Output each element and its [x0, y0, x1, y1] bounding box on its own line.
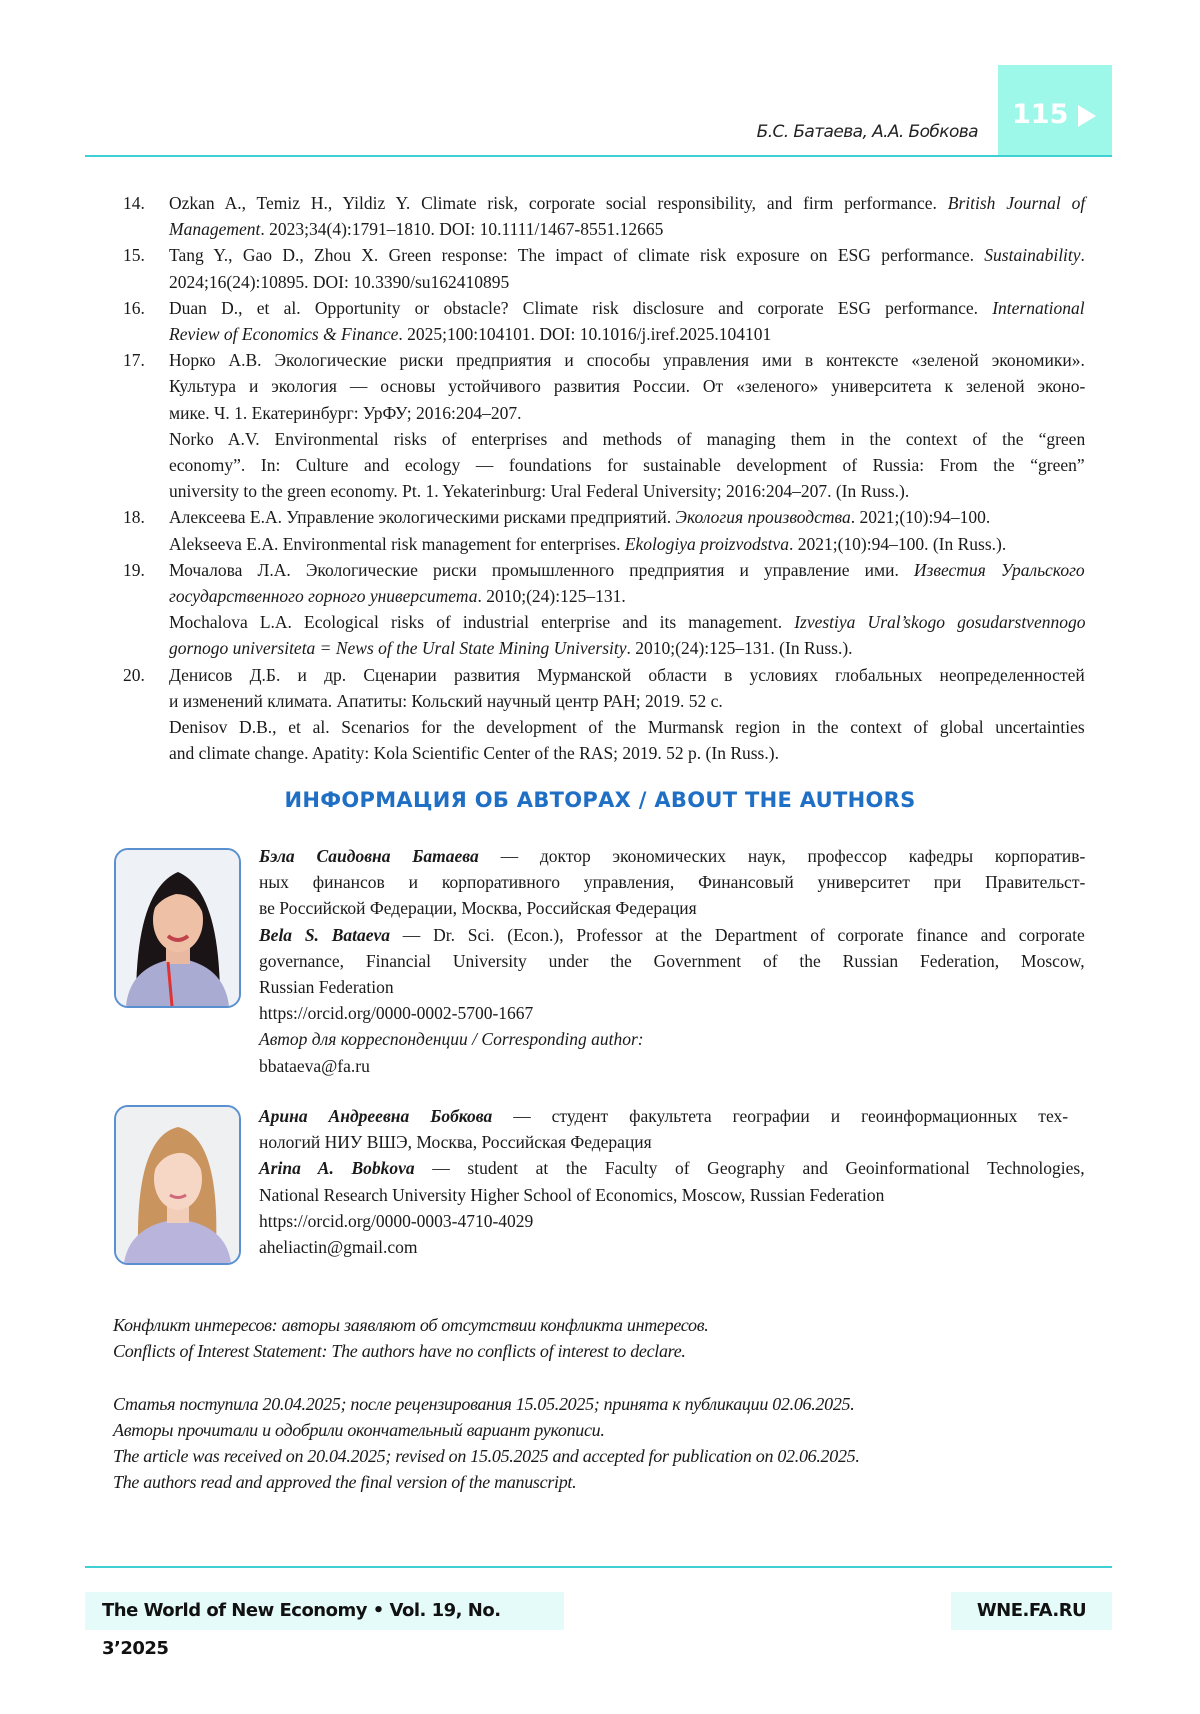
reference-number: 15. — [123, 242, 145, 268]
text-segment: . 2010;(24):125–131. (In Russ.). — [627, 638, 853, 658]
text-segment: Мочалова Л.А. Экологические риски промышленного предприятия и управление ими. — [169, 560, 914, 580]
text-segment: economy”. In: Culture and ecology — foundations for sustainable development of Russia: From the “green” — [169, 455, 1085, 475]
emphasis-text: государственного горного университета — [169, 586, 477, 606]
text-line — [169, 531, 1006, 557]
text-line — [259, 1155, 1085, 1181]
reference-number: 17. — [123, 347, 145, 373]
emphasis-text: Арина Андреевна Бобкова — [259, 1106, 492, 1126]
emphasis-text: Автор для корреспонденции / Corresponding author: — [259, 1029, 644, 1049]
emphasis-text: Izvestiya Ural’skogo gosudarstvennogo — [794, 612, 1085, 632]
text-segment: ве Российской Федерации, Москва, Российская Федерация — [259, 898, 697, 918]
text-segment: — student at the Faculty of Geography and Geoinformational Technologies, — [415, 1158, 1085, 1178]
text-line — [169, 635, 853, 661]
text-line — [259, 1182, 884, 1208]
text-segment: Tang Y., Gao D., Zhou X. Green response: The impact of climate risk exposure on ESG performance. — [169, 245, 984, 265]
text-line — [259, 1026, 644, 1052]
text-line — [259, 1129, 652, 1155]
dates-en: The article was received on 20.04.2025; revised on 15.05.2025 and accepted for publication on 02.06.2025. — [113, 1443, 860, 1469]
header-divider — [85, 155, 1112, 157]
contact-link[interactable]: https://orcid.org/0000-0002-5700-1667 — [259, 1003, 533, 1023]
authors-heading: ИНФОРМАЦИЯ ОБ АВТОРАХ / ABOUT THE AUTHORS — [0, 788, 1200, 812]
contact-link[interactable]: https://orcid.org/0000-0003-4710-4029 — [259, 1211, 533, 1231]
reference-number: 16. — [123, 295, 145, 321]
text-line — [169, 478, 909, 504]
text-segment: — Dr. Sci. (Econ.), Professor at the Department of corporate finance and corporate — [390, 925, 1085, 945]
emphasis-text: British Journal of — [948, 193, 1085, 213]
text-line — [169, 347, 1085, 373]
emphasis-text: gornogo universiteta = News of the Ural State Mining University — [169, 638, 627, 658]
next-arrow-icon — [1078, 105, 1096, 127]
text-line — [169, 321, 771, 347]
text-line — [259, 1000, 533, 1026]
text-line — [169, 190, 1085, 216]
conflict-statement-ru: Конфликт интересов: авторы заявляют об отсутствии конфликта интересов. — [113, 1312, 708, 1338]
contact-link[interactable]: aheliactin@gmail.com — [259, 1237, 418, 1257]
text-line — [169, 714, 1085, 740]
text-segment: governance, Financial University under the Government of the Russian Federation, Moscow, — [259, 951, 1085, 971]
text-line — [169, 662, 1085, 688]
text-segment: Norko A.V. Environmental risks of enterprises and methods of managing them in the context of the “green — [169, 429, 1085, 449]
text-line — [169, 295, 1085, 321]
page-number-box — [998, 65, 1112, 156]
text-line — [169, 242, 1085, 268]
emphasis-text: Management — [169, 219, 260, 239]
text-segment: . 2021;(10):94–100. — [851, 507, 991, 527]
contact-link[interactable]: bbataeva@fa.ru — [259, 1056, 370, 1076]
text-segment: Russian Federation — [259, 977, 394, 997]
text-segment: Алексеева Е.А. Управление экологическими рисками предприятий. — [169, 507, 676, 527]
text-line — [169, 269, 509, 295]
text-line — [259, 922, 1085, 948]
author-photo-bataeva — [114, 848, 241, 1008]
text-segment: — студент факультета географии и геоинформационных тех- — [492, 1106, 1068, 1126]
text-segment: и изменений климата. Апатиты: Кольский научный центр РАН; 2019. 52 с. — [169, 691, 723, 711]
running-head-authors: Б.С. Батаева, А.А. Бобкова — [757, 122, 978, 142]
text-line — [259, 1053, 370, 1079]
text-segment: нологий НИУ ВШЭ, Москва, Российская Федерация — [259, 1132, 652, 1152]
text-segment: . 2021;(10):94–100. (In Russ.). — [789, 534, 1006, 554]
text-line — [169, 426, 1085, 452]
text-segment: Денисов Д.Б. и др. Сценарии развития Мурманской области в условиях глобальных неопределенностей — [169, 665, 1085, 685]
text-segment: Alekseeva E.A. Environmental risk management for enterprises. — [169, 534, 625, 554]
author-photo-bobkova — [114, 1105, 241, 1265]
text-segment: ных финансов и корпоративного управления, Финансовый университет при Правительст- — [259, 872, 1085, 892]
text-segment: and climate change. Apatity: Kola Scientific Center of the RAS; 2019. 52 p. (In Russ.). — [169, 743, 779, 763]
reference-number: 18. — [123, 504, 145, 530]
text-segment: Duan D., et al. Opportunity or obstacle? Climate risk disclosure and corporate ESG performance. — [169, 298, 992, 318]
emphasis-text: International — [992, 298, 1084, 318]
text-line — [169, 688, 723, 714]
footer-divider — [85, 1566, 1112, 1568]
text-segment: Denisov D.B., et al. Scenarios for the development of the Murmansk region in the context of global uncertainties — [169, 717, 1085, 737]
dates-ru: Статья поступила 20.04.2025; после рецензирования 15.05.2025; принята к публикации 02.06.2025. — [113, 1391, 854, 1417]
emphasis-text: Ekologiya proizvodstva — [625, 534, 789, 554]
text-line — [169, 740, 779, 766]
conflict-statement-en: Conflicts of Interest Statement: The authors have no conflicts of interest to declare. — [113, 1338, 686, 1364]
text-segment: Ozkan A., Temiz H., Yildiz Y. Climate risk, corporate social responsibility, and firm performance. — [169, 193, 948, 213]
text-line — [259, 869, 1085, 895]
footer-journal: The World of New Economy • Vol. 19, No. 3’2025 — [85, 1592, 564, 1630]
text-line — [169, 452, 1085, 478]
text-segment: . — [1081, 245, 1085, 265]
text-segment: . 2010;(24):125–131. — [477, 586, 625, 606]
approval-en: The authors read and approved the final version of the manuscript. — [113, 1469, 576, 1495]
reference-number: 19. — [123, 557, 145, 583]
approval-ru: Авторы прочитали и одобрили окончательный вариант рукописи. — [113, 1417, 605, 1443]
text-line — [259, 974, 394, 1000]
text-line — [169, 400, 521, 426]
text-line — [169, 583, 626, 609]
emphasis-text: Bela S. Bataeva — [259, 925, 390, 945]
emphasis-text: Arina A. Bobkova — [259, 1158, 415, 1178]
text-line — [259, 1234, 418, 1260]
emphasis-text: Известия Уральского — [914, 560, 1085, 580]
text-line — [259, 948, 1085, 974]
emphasis-text: Экология производства — [676, 507, 851, 527]
text-segment: university to the green economy. Pt. 1. Yekaterinburg: Ural Federal University; 2016:204–207. (In Russ.). — [169, 481, 909, 501]
text-segment: 2024;16(24):10895. DOI: 10.3390/su162410895 — [169, 272, 509, 292]
text-line — [169, 216, 663, 242]
text-segment: . 2023;34(4):1791–1810. DOI: 10.1111/1467-8551.12665 — [260, 219, 663, 239]
text-segment: National Research University Higher School of Economics, Moscow, Russian Federation — [259, 1185, 884, 1205]
text-line — [259, 1103, 1068, 1129]
text-segment: — доктор экономических наук, профессор кафедры корпоратив- — [479, 846, 1086, 866]
reference-number: 20. — [123, 662, 145, 688]
text-line — [259, 1208, 533, 1234]
footer-site-link[interactable]: WNE.FA.RU — [951, 1592, 1112, 1630]
text-line — [259, 843, 1085, 869]
text-segment: Культура и экология — основы устойчивого развития России. От «зеленого» университета к зеленой эконо- — [169, 376, 1085, 396]
text-segment: . 2025;100:104101. DOI: 10.1016/j.iref.2025.104101 — [398, 324, 771, 344]
emphasis-text: Review of Economics & Finance — [169, 324, 398, 344]
emphasis-text: Бэла Саидовна Батаева — [259, 846, 479, 866]
text-segment: Mochalova L.A. Ecological risks of industrial enterprise and its management. — [169, 612, 794, 632]
text-line — [259, 895, 697, 921]
page-number: 115 — [1012, 99, 1068, 130]
text-line — [169, 609, 1085, 635]
reference-number: 14. — [123, 190, 145, 216]
text-segment: Норко А.В. Экологические риски предприятия и способы управления ими в контексте «зеленой экономики». — [169, 350, 1085, 370]
text-segment: мике. Ч. 1. Екатеринбург: УрФУ; 2016:204–207. — [169, 403, 521, 423]
text-line — [169, 504, 990, 530]
text-line — [169, 557, 1085, 583]
text-line — [169, 373, 1085, 399]
emphasis-text: Sustainability — [984, 245, 1080, 265]
